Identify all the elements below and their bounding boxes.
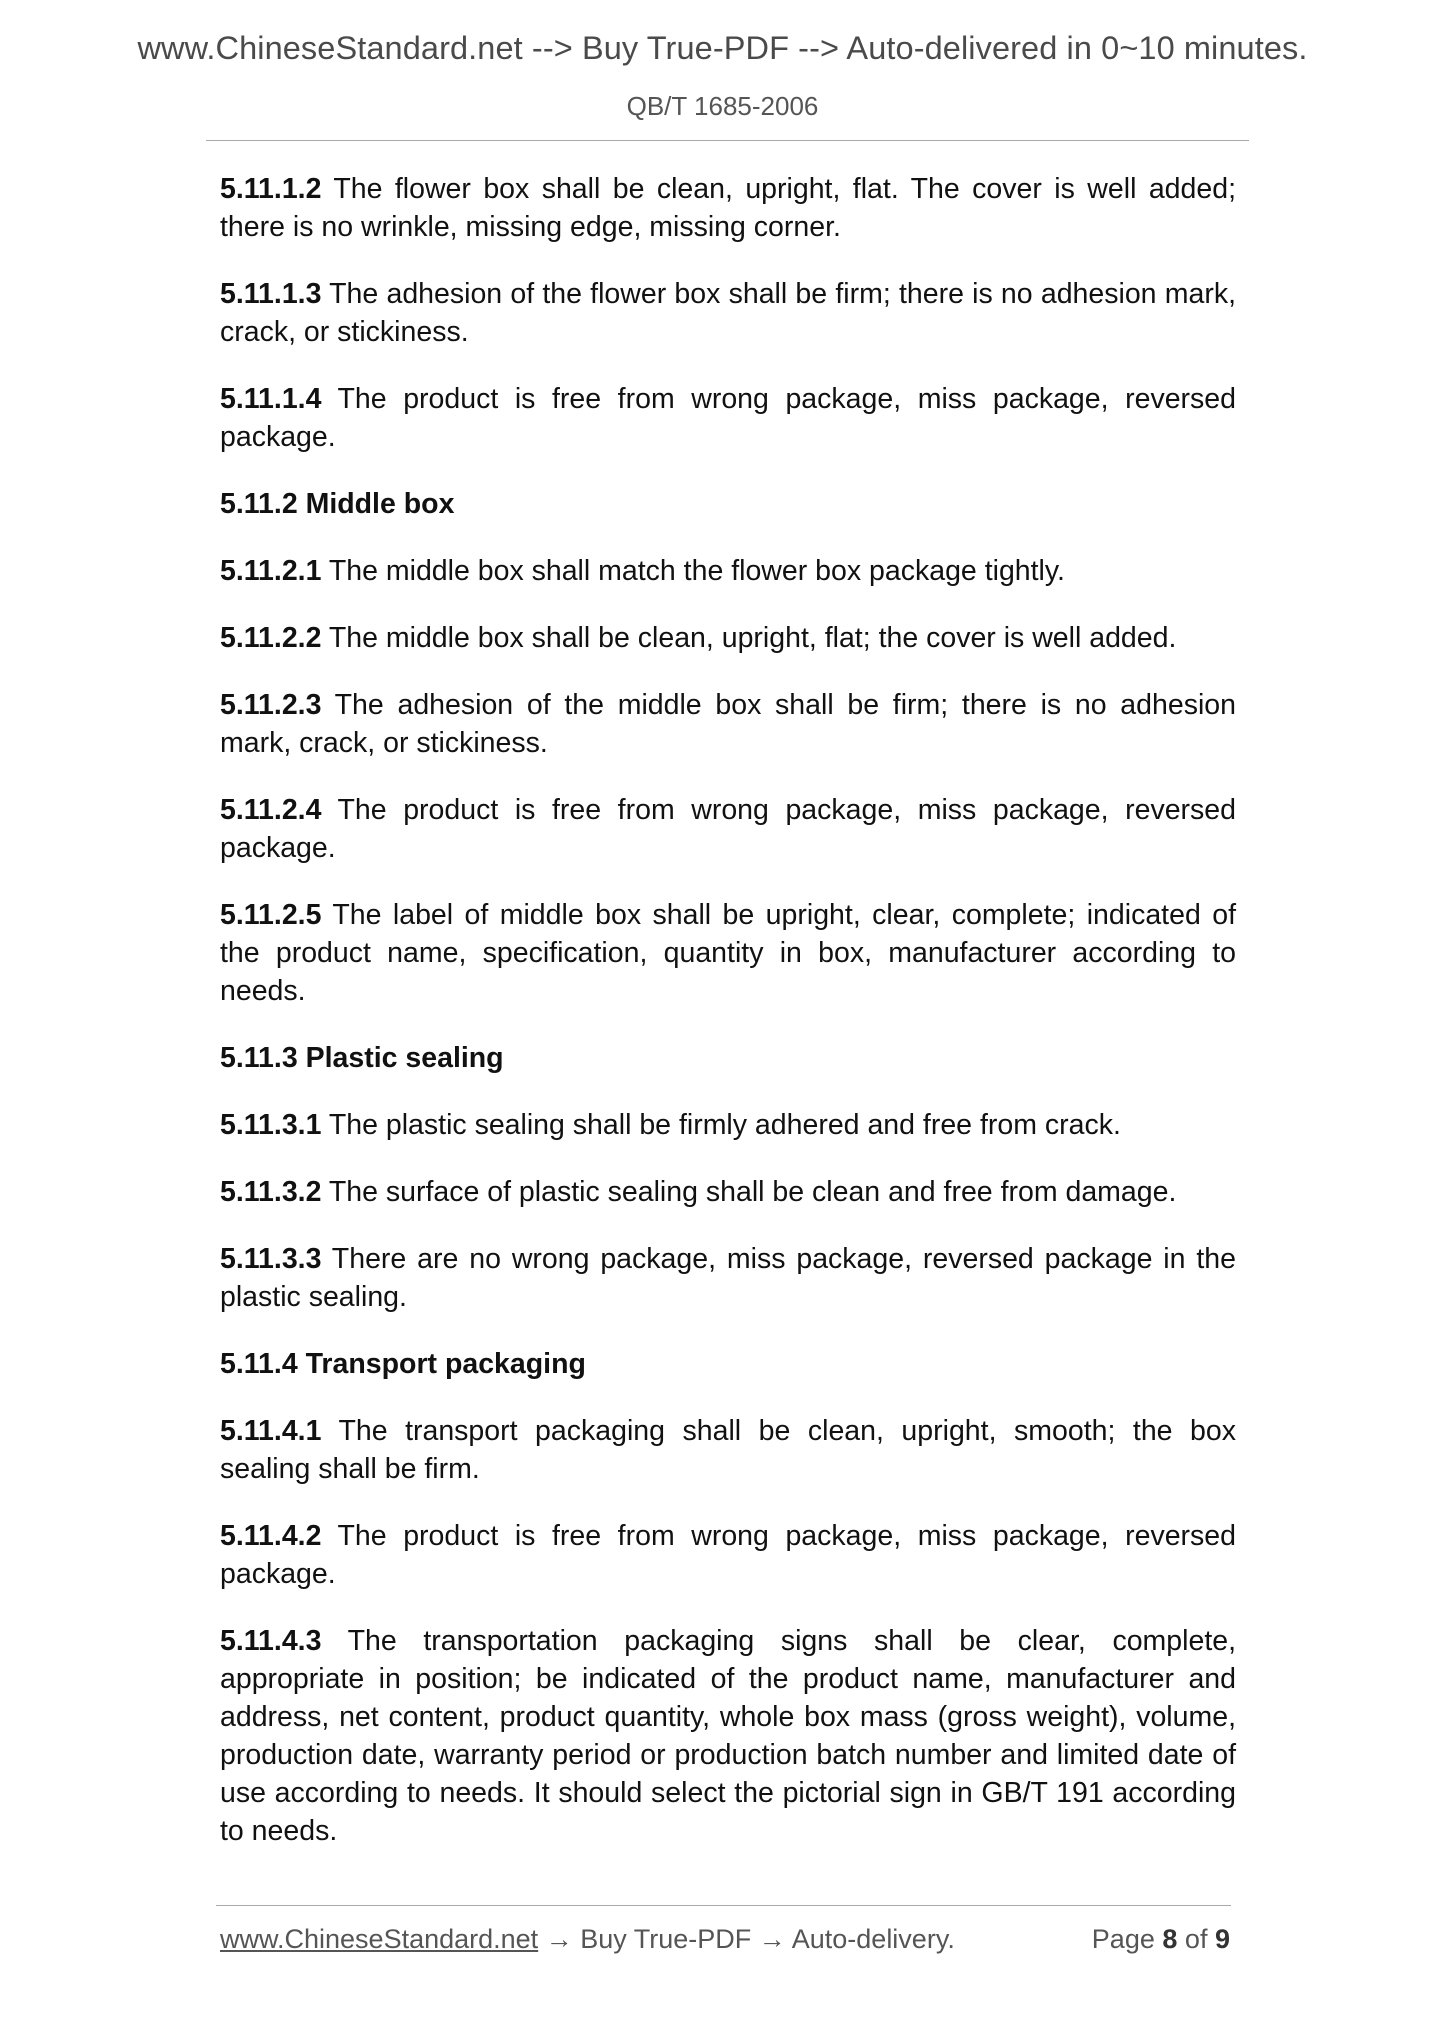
footer-divider [216,1905,1231,1906]
clause-5-11-3-3: 5.11.3.3 There are no wrong package, miss package, reversed package in the plastic sealing. [220,1243,1236,1313]
page-indicator: Page 8 of 9 [1091,1924,1230,1954]
clause-5-11-2-4: 5.11.2.4 The product is free from wrong package, miss package, reversed package. [220,794,1236,864]
clause-5-11-2-3: 5.11.2.3 The adhesion of the middle box shall be firm; there is no adhesion mark, crack, or stickiness. [220,689,1236,759]
clause-5-11-2-1: 5.11.2.1 The middle box shall match the flower box package tightly. [220,555,1065,587]
current-page-number: 8 [1162,1924,1178,1954]
clause-5-11-2-2: 5.11.2.2 The middle box shall be clean, upright, flat; the cover is well added. [220,622,1177,654]
page-footer [220,1924,1230,1955]
clause-5-11-1-2: 5.11.1.2 The flower box shall be clean, upright, flat. The cover is well added; there is no wrinkle, missing edge, missing corner. [220,173,1236,243]
footer-tagline: → Buy True-PDF → Auto-delivery. [538,1924,955,1954]
clause-5-11-1-3: 5.11.1.3 The adhesion of the flower box shall be firm; there is no adhesion mark, crack, or stickiness. [220,278,1236,348]
clause-5-11-4-1: 5.11.4.1 The transport packaging shall be clean, upright, smooth; the box sealing shall be firm. [220,1415,1236,1485]
clause-5-11-4-3: 5.11.4.3 The transportation packaging signs shall be clear, complete, appropriate in position; be indicated of the product name, manufacturer and address, net content, product quantity, whole box mass (gross weight), volume, production date, warranty period or production batch number and limited date of use according to needs. It should select the pictorial sign in GB/T 191 according to needs. [220,1625,1236,1847]
document-body [220,170,1236,1879]
section-heading-plastic-sealing: 5.11.3 Plastic sealing [220,1042,504,1074]
section-heading-transport-packaging: 5.11.4 Transport packaging [220,1348,586,1380]
total-page-count: 9 [1214,1924,1230,1954]
document-code: QB/T 1685-2006 [626,91,819,121]
section-heading-middle-box: 5.11.2 Middle box [220,488,455,520]
clause-5-11-1-4: 5.11.1.4 The product is free from wrong package, miss package, reversed package. [220,383,1236,453]
clause-5-11-4-2: 5.11.4.2 The product is free from wrong package, miss package, reversed package. [220,1520,1236,1590]
clause-5-11-3-1: 5.11.3.1 The plastic sealing shall be firmly adhered and free from crack. [220,1109,1121,1141]
top-banner: www.ChineseStandard.net --> Buy True-PDF --> Auto-delivered in 0~10 minutes. [137,30,1308,66]
header-divider [206,140,1249,141]
clause-5-11-2-5: 5.11.2.5 The label of middle box shall be upright, clear, complete; indicated of the product name, specification, quantity in box, manufacturer according to needs. [220,899,1236,1007]
clause-5-11-3-2: 5.11.3.2 The surface of plastic sealing shall be clean and free from damage. [220,1176,1177,1208]
footer-site-link[interactable]: www.ChineseStandard.net [220,1924,539,1954]
